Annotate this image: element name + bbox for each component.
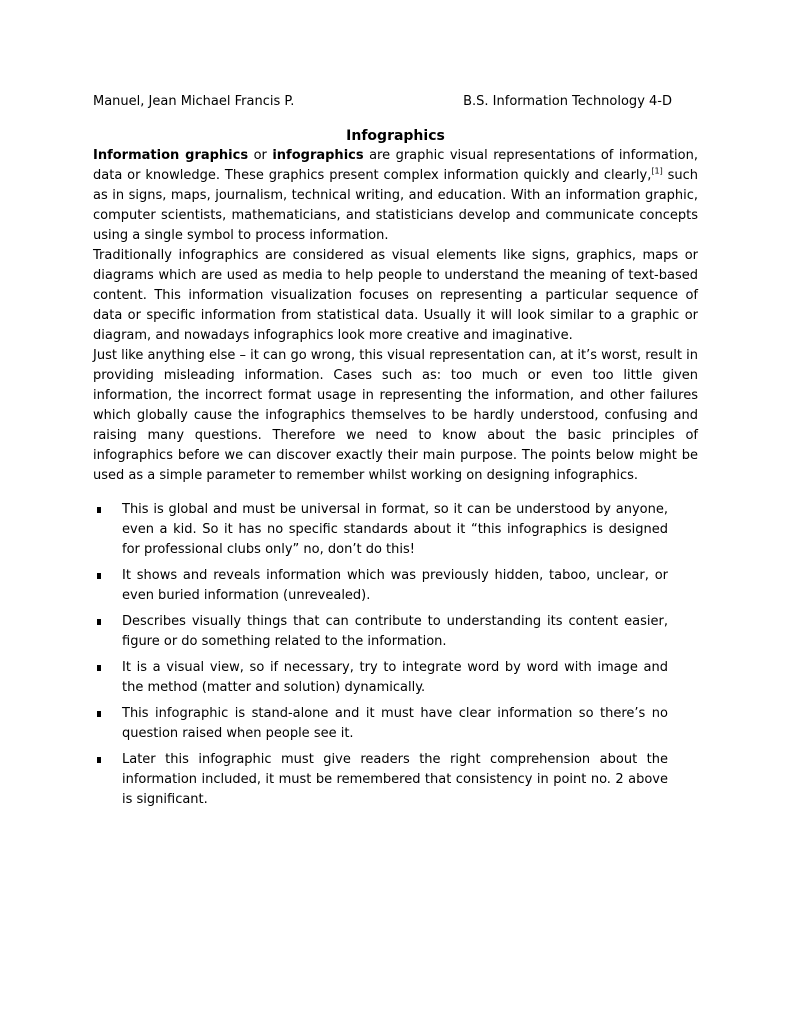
intro-body: are graphic visual representations of information, data or knowledge. These graphics present complex information quickly and clearly, (93, 148, 698, 183)
list-item (93, 704, 698, 744)
square-bullet-icon (97, 665, 101, 671)
list-item-text: Describes visually things that can contribute to understanding its content easier, figure or do something related to the information. (122, 614, 668, 649)
list-item (93, 750, 698, 810)
term-connector: or (248, 148, 273, 163)
list-item (93, 566, 698, 606)
list-item (93, 612, 698, 652)
course-name: B.S. Information Technology 4-D (463, 94, 672, 109)
paragraph-misleading: Just like anything else – it can go wrong, this visual representation can, at it’s worst, result in providing misleading information. Cases such as: too much or even too little given information, the incorrect format usage in representing the information, and other failures which globally cause the infographics themselves to be hardly understood, confusing and raising many questions. Therefore we need to know about the basic principles of infographics before we can discover exactly their main purpose. The points below might be used as a simple parameter to remember whilst working on designing infographics. (93, 348, 698, 483)
principles-list (93, 500, 698, 810)
list-item-text: It is a visual view, so if necessary, try to integrate word by word with image and the method (matter and solution) dynamically. (122, 660, 668, 695)
square-bullet-icon (97, 507, 101, 513)
document-header (93, 92, 698, 112)
list-item-text: It shows and reveals information which was previously hidden, taboo, unclear, or even buried information (unrevealed). (122, 568, 668, 603)
author-name: Manuel, Jean Michael Francis P. (93, 94, 295, 109)
term-infographics: infographics (272, 148, 364, 163)
list-item-text: This is global and must be universal in format, so it can be understood by anyone, even a kid. So it has no specific standards about it “this infographics is designed for professional clubs only” no, don’t do this! (122, 502, 668, 557)
document-page (93, 92, 698, 816)
list-item (93, 658, 698, 698)
paragraph-intro (93, 146, 698, 246)
square-bullet-icon (97, 711, 101, 717)
list-item-text: Later this infographic must give readers the right comprehension about the information included, it must be remembered that consistency in point no. 2 above is significant. (122, 752, 668, 807)
square-bullet-icon (97, 757, 101, 763)
page-title: Infographics (346, 128, 445, 144)
square-bullet-icon (97, 619, 101, 625)
list-item-text: This infographic is stand-alone and it must have clear information so there’s no question raised when people see it. (122, 706, 668, 741)
term-information-graphics: Information graphics (93, 148, 249, 163)
intro-rest: such as in signs, maps, journalism, technical writing, and education. With an information graphic, computer scientists, mathematicians, and statisticians develop and communicate concepts using a single symbol to process information. (93, 168, 699, 243)
paragraph-traditional: Traditionally infographics are considered as visual elements like signs, graphics, maps or diagrams which are used as media to help people to understand the meaning of text-based content. This information visualization focuses on representing a particular sequence of data or specific information from statistical data. Usually it will look similar to a graphic or diagram, and nowadays infographics look more creative and imaginative. (93, 248, 698, 343)
citation-link[interactable]: [1] (651, 166, 663, 176)
square-bullet-icon (97, 573, 101, 579)
list-item (93, 500, 698, 560)
